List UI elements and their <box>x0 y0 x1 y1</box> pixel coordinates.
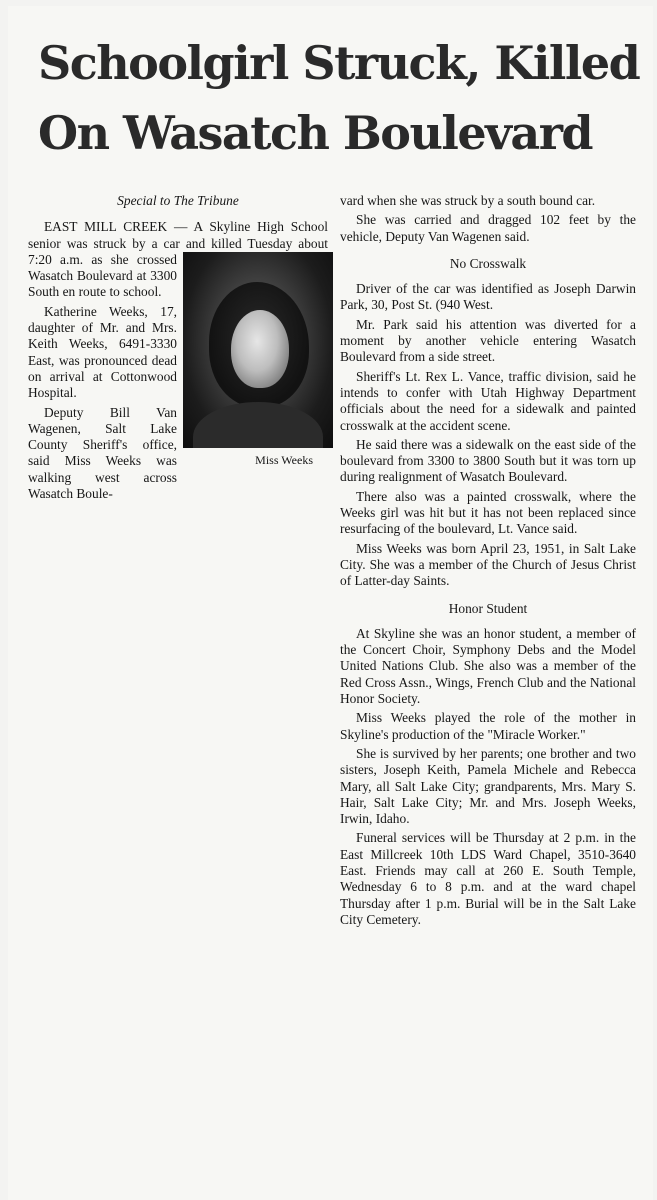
headline-line-2: On Wasatch Boulevard <box>38 106 593 160</box>
paragraph: Driver of the car was identified as Joseph Darwin Park, 30, Post St. (940 West. <box>340 281 636 313</box>
headline-line-1: Schoolgirl Struck, Killed <box>38 36 640 90</box>
subhead-honor-student: Honor Student <box>448 600 528 616</box>
photo-face-shape <box>231 310 289 388</box>
subhead-no-crosswalk: No Crosswalk <box>449 255 527 271</box>
paragraph: Sheriff's Lt. Rex L. Vance, traffic division, said he intends to confer with Utah Highway Department officials about the need for a sidewalk and painted crosswalk at the accident scene. <box>340 368 636 433</box>
paragraph: He said there was a sidewalk on the east side of the boulevard from 3300 to 3800 South but it was torn up during realignment of Wasatch Boulevard. <box>340 436 636 485</box>
paragraph: She is survived by her parents; one brother and two sisters, Joseph Keith, Pamela Michele and Rebecca Mary, all Salt Lake City; grandparents, Mrs. Mary S. Hair, Salt Lake City; Mr. and Mrs. Joseph Weeks, Irwin, Idaho. <box>340 745 636 827</box>
paragraph: Miss Weeks was born April 23, 1951, in Salt Lake City. She was a member of the Church of Jesus Christ of Latter-day Saints. <box>340 540 636 589</box>
article-column-right <box>340 193 636 931</box>
paragraph: There also was a painted crosswalk, where the Weeks girl was hit but it has not been replaced since resurfacing of the boulevard, Lt. Vance said. <box>340 488 636 537</box>
paragraph: Deputy Bill Van Wagenen, Salt Lake County Sheriff's office, said Miss Weeks was walking west across Wasatch Boule- <box>28 404 177 502</box>
portrait-photo <box>183 252 333 448</box>
photo-caption: Miss Weeks <box>255 452 313 467</box>
photo-shoulders-shape <box>193 402 323 448</box>
paragraph: Miss Weeks played the role of the mother in Skyline's production of the "Miracle Worker." <box>340 710 636 742</box>
paragraph: At Skyline she was an honor student, a member of the Concert Choir, Symphony Debs and the Model United Nations Club. She also was a member of the Red Cross Assn., Wings, French Club and the National Honor Society. <box>340 625 636 707</box>
paragraph: Funeral services will be Thursday at 2 p.m. in the East Millcreek 10th LDS Ward Chapel, 3510-3640 East. Friends may call at 260 E. South Temple, Wednesday 6 to 8 p.m. and at the ward chapel Thursday after 1 p.m. Burial will be in the Salt Lake City Cemetery. <box>340 830 636 927</box>
portrait-photo-block <box>183 252 333 468</box>
paragraph: Mr. Park said his attention was diverted for a moment by another vehicle entering Wasatch Boulevard from a side street. <box>340 316 636 365</box>
paragraph: vard when she was struck by a south bound car. <box>340 193 596 208</box>
paragraph: EAST MILL CREEK — A Skyline High School senior was struck by a car and killed Tuesday about 7:20 a.m. as Miss Weeks she crossed Wasatch Boulevard at 3300 South en route to school. <box>28 219 328 300</box>
paragraph: Katherine Weeks, 17, daughter of Mr. and Mrs. Keith Weeks, 6491-3330 East, was pronounced dead on arrival at Cottonwood Hospital. <box>28 303 177 401</box>
byline: Special to The Tribune <box>117 193 239 208</box>
article-column-left <box>28 193 328 505</box>
paragraph: She was carried and dragged 102 feet by the vehicle, Deputy Van Wagenen said. <box>340 212 636 244</box>
